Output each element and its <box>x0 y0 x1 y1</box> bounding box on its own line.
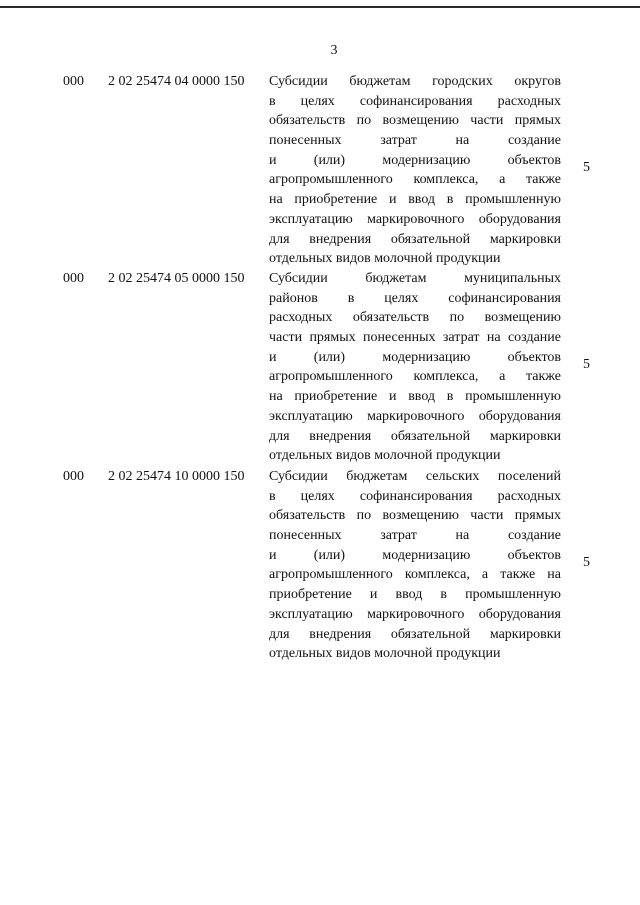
description-line: расходных обязательств по возмещению <box>269 310 561 326</box>
description-line: эксплуатацию маркировочного оборудования <box>269 211 561 227</box>
description-line: обязательств по возмещению части прямых <box>269 508 561 524</box>
description-line: и (или) модернизацию объектов <box>269 547 561 563</box>
admin-code: 000 <box>63 469 84 484</box>
description-line: для внедрения обязательной маркировки <box>269 231 561 247</box>
description-line: понесенных затрат на создание <box>269 528 561 544</box>
description-line: отдельных видов молочной продукции <box>269 251 501 267</box>
description-line: Субсидии бюджетам сельских поселений <box>269 469 561 484</box>
description-line: части прямых понесенных затрат на создание <box>269 330 561 346</box>
description-line: эксплуатацию маркировочного оборудования <box>269 408 561 424</box>
amount-value: 5 <box>583 160 590 175</box>
description-line: в целях софинансирования расходных <box>269 93 561 109</box>
description-line: районов в целях софинансирования <box>269 290 561 306</box>
description-line: на приобретение и ввод в промышленную <box>269 192 561 208</box>
page-number: 3 <box>330 43 338 58</box>
admin-code: 000 <box>63 74 84 89</box>
page-top-border <box>0 6 640 8</box>
description-line: понесенных затрат на создание <box>269 133 561 149</box>
description-line: и (или) модернизацию объектов <box>269 349 561 365</box>
description-line: для внедрения обязательной маркировки <box>269 428 561 444</box>
description-line: агропромышленного комплекса, а также на <box>269 567 561 583</box>
budget-classification-code: 2 02 25474 04 0000 150 <box>108 74 245 89</box>
description-line: агропромышленного комплекса, а также <box>269 172 561 188</box>
description-line: отдельных видов молочной продукции <box>269 646 501 662</box>
amount-value: 5 <box>583 357 590 372</box>
description-line: в целях софинансирования расходных <box>269 488 561 504</box>
description-line: обязательств по возмещению части прямых <box>269 113 561 129</box>
description-line: приобретение и ввод в промышленную <box>269 587 561 603</box>
amount-value: 5 <box>583 555 590 570</box>
subsidy-description <box>269 269 561 466</box>
description-line: отдельных видов молочной продукции <box>269 448 501 464</box>
budget-classification-code: 2 02 25474 05 0000 150 <box>108 271 245 286</box>
budget-classification-code: 2 02 25474 10 0000 150 <box>108 469 245 484</box>
subsidy-description <box>269 467 561 664</box>
description-line: на приобретение и ввод в промышленную <box>269 389 561 405</box>
subsidy-description <box>269 72 561 269</box>
description-line: агропромышленного комплекса, а также <box>269 369 561 385</box>
admin-code: 000 <box>63 271 84 286</box>
description-line: для внедрения обязательной маркировки <box>269 626 561 642</box>
description-line: Субсидии бюджетам городских округов <box>269 74 561 89</box>
description-line: эксплуатацию маркировочного оборудования <box>269 606 561 622</box>
description-line: Субсидии бюджетам муниципальных <box>269 271 561 286</box>
description-line: и (или) модернизацию объектов <box>269 152 561 168</box>
